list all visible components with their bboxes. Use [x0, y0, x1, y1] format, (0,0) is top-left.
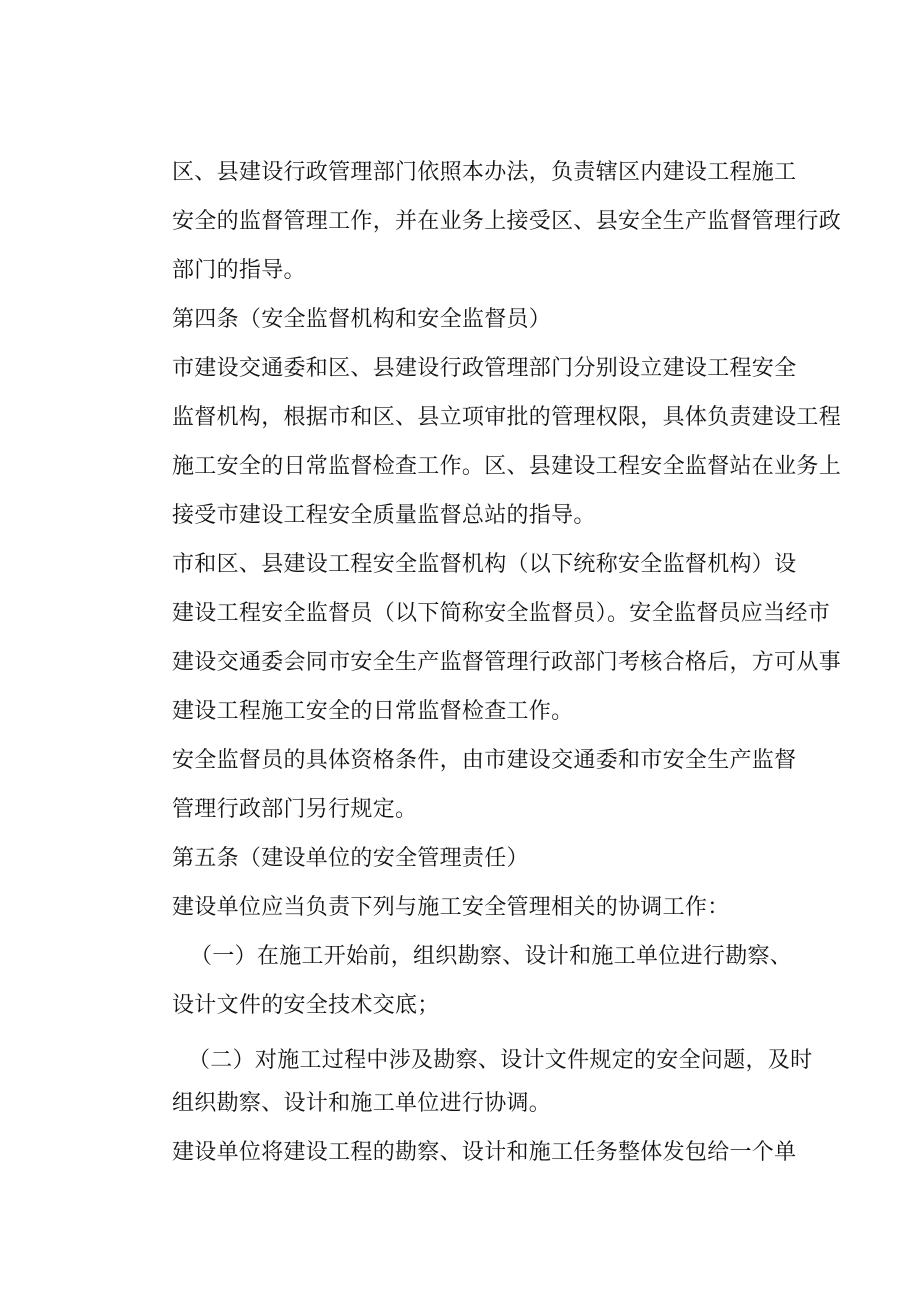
- list-item-line: 组织勘察、设计和施工单位进行协调。: [172, 1091, 552, 1116]
- paragraph-line: 建设工程安全监督员（以下简称安全监督员）。安全监督员应当经市: [172, 601, 831, 626]
- paragraph-line: 建设交通委会同市安全生产监督管理行政部门考核合格后，方可从事: [172, 650, 842, 675]
- paragraph-line: 安全监督员的具体资格条件，由市建设交通委和市安全生产监督: [172, 748, 797, 773]
- paragraph-line: 市建设交通委和区、县建设行政管理部门分别设立建设工程安全: [172, 356, 797, 381]
- section-heading-article-4: 第四条（安全监督机构和安全监督员）: [172, 307, 552, 332]
- paragraph-line: 管理行政部门另行规定。: [172, 797, 418, 822]
- paragraph-line: 接受市建设工程安全质量监督总站的指导。: [172, 503, 596, 528]
- list-item-line: （一）在施工开始前，组织勘察、设计和施工单位进行勘察、: [190, 944, 793, 969]
- paragraph-line: 建设单位应当负责下列与施工安全管理相关的协调工作：: [172, 895, 730, 920]
- list-item-line: 设计文件的安全技术交底；: [172, 993, 440, 1018]
- paragraph-line: 市和区、县建设工程安全监督机构（以下统称安全监督机构）设: [172, 552, 797, 577]
- paragraph-line: 部门的指导。: [172, 258, 306, 283]
- section-heading-article-5: 第五条（建设单位的安全管理责任）: [172, 846, 529, 871]
- paragraph-line: 建设工程施工安全的日常监督检查工作。: [172, 699, 574, 724]
- paragraph-line: 施工安全的日常监督检查工作。区、县建设工程安全监督站在业务上: [172, 454, 842, 479]
- paragraph-line: 监督机构，根据市和区、县立项审批的管理权限，具体负责建设工程: [172, 405, 842, 430]
- paragraph-line: 安全的监督管理工作，并在业务上接受区、县安全生产监督管理行政: [172, 209, 842, 234]
- paragraph-line: 区、县建设行政管理部门依照本办法，负责辖区内建设工程施工: [172, 160, 797, 185]
- paragraph-line: 建设单位将建设工程的勘察、设计和施工任务整体发包给一个单: [172, 1140, 797, 1165]
- list-item-line: （二）对施工过程中涉及勘察、设计文件规定的安全问题，及时: [188, 1048, 813, 1073]
